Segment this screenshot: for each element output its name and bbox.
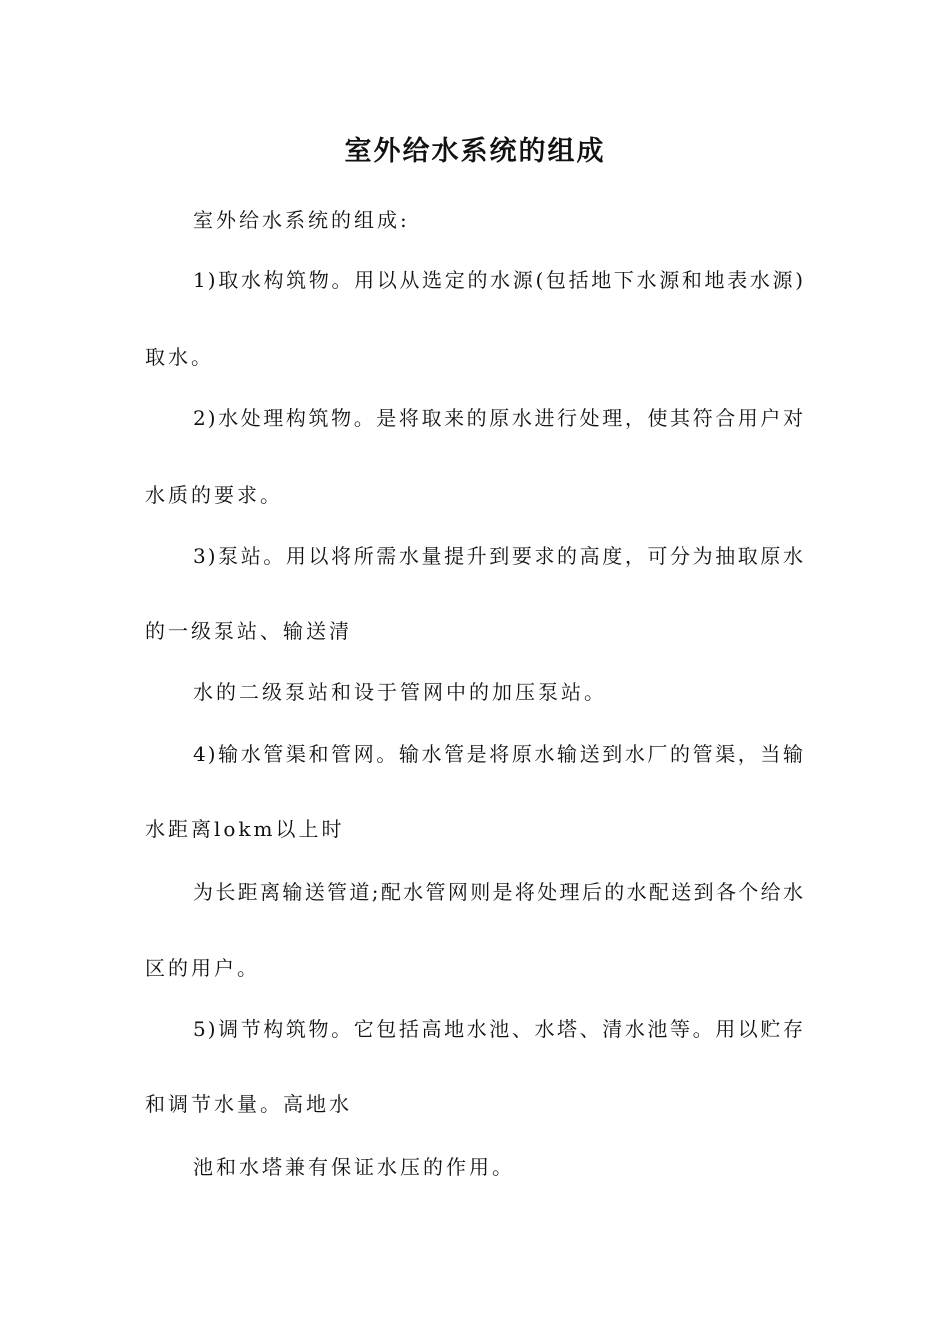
item-3-line-1: 3)泵站。用以将所需水量提升到要求的高度，可分为抽取原水 bbox=[193, 544, 805, 568]
item-3-line-2: 的一级泵站、输送清 bbox=[145, 619, 352, 643]
item-4-line-1: 4)输水管渠和管网。输水管是将原水输送到水厂的管渠，当输 bbox=[193, 742, 805, 766]
item-4-line-2: 水距离lokm以上时 bbox=[145, 817, 345, 841]
item-1-line-2: 取水。 bbox=[145, 345, 214, 369]
document-title: 室外给水系统的组成 bbox=[344, 136, 606, 167]
item-3-line-3: 水的二级泵站和设于管网中的加压泵站。 bbox=[193, 680, 607, 704]
item-1-line-1: 1)取水构筑物。用以从选定的水源(包括地下水源和地表水源) bbox=[193, 268, 805, 292]
item-5-line-1: 5)调节构筑物。它包括高地水池、水塔、清水池等。用以贮存 bbox=[193, 1017, 805, 1041]
item-4-line-3: 为长距离输送管道;配水管网则是将处理后的水配送到各个给水 bbox=[193, 880, 805, 904]
item-2-line-2: 水质的要求。 bbox=[145, 483, 283, 507]
item-5-line-3: 池和水塔兼有保证水压的作用。 bbox=[193, 1155, 515, 1179]
item-2-line-1: 2)水处理构筑物。是将取来的原水进行处理，使其符合用户对 bbox=[193, 406, 805, 430]
intro-line: 室外给水系统的组成: bbox=[193, 208, 410, 232]
item-5-line-2: 和调节水量。高地水 bbox=[145, 1092, 352, 1116]
item-4-line-4: 区的用户。 bbox=[145, 956, 260, 980]
